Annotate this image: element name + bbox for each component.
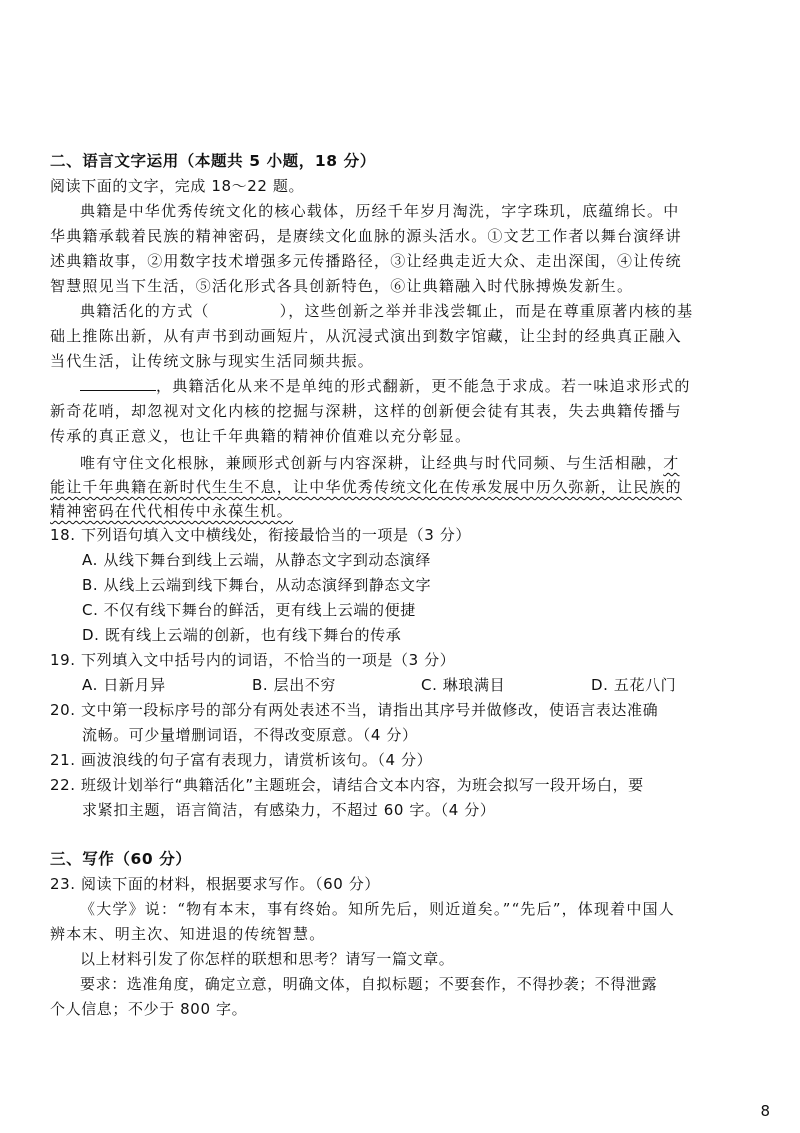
wavy-underlined-text: 精神密码在代代相传中永葆生机。 [50, 502, 294, 520]
passage-line: 智慧照见当下生活，⑤活化形式各具创新特色，⑥让典籍融入时代脉搏焕发新生。 [50, 277, 634, 295]
question-stem: 19. 下列填入文中括号内的词语，不恰当的一项是（3 分） [50, 651, 456, 669]
option-b: B. 层出不穷 [252, 676, 337, 694]
question-stem: 22. 班级计划举行“典籍活化”主题班会，请结合文本内容，为班会拟写一段开场白，要 [50, 776, 644, 794]
passage-line: 新奇花哨，却忽视对文化内核的挖掘与深耕，这样的创新便会徒有其表，失去典籍传播与 [50, 402, 682, 420]
passage-line [50, 500, 293, 522]
option-d: D. 五花八门 [591, 676, 677, 694]
question-stem: 18. 下列语句填入文中横线处，衔接最恰当的一项是（3 分） [50, 526, 471, 544]
passage-text: 典籍活化的方式（ [80, 302, 210, 320]
option-d: D. 既有线上云端的创新，也有线下舞台的传承 [82, 626, 402, 644]
wavy-underlined-text: 能让千年典籍在新时代生生不息，让中华优秀传统文化在传承发展中历久弥新，让民族的 [50, 478, 682, 496]
passage-line: 述典籍故事，②用数字技术增强多元传播路径，③让经典走近大众、走出深闺，④让传统 [50, 252, 682, 270]
option-a: A. 日新月异 [82, 676, 166, 694]
writing-requirements: 要求：选准角度，确定立意，明确文体，自拟标题；不要套作，不得抄袭；不得泄露 [80, 975, 658, 993]
option-b: B. 从线上云端到线下舞台，从动态演绎到静态文字 [82, 576, 432, 594]
question-stem: 21. 画波浪线的句子富有表现力，请赏析该句。（4 分） [50, 751, 433, 769]
material-line: 《大学》说：“物有本末，事有终始。知所先后，则近道矣。”“先后”，体现着中国人 [80, 900, 675, 918]
question-stem: 20. 文中第一段标序号的部分有两处表述不当，请指出其序号并做修改，使语言表达准确 [50, 701, 659, 719]
passage-line: 传承的真正意义，也让千年典籍的精神价值难以充分彰显。 [50, 427, 472, 445]
passage-line: 典籍是中华优秀传统文化的核心载体，历经千年岁月淘洗，字字珠玑，底蕴绵长。中 [80, 202, 680, 220]
question-stem: 23. 阅读下面的材料，根据要求写作。（60 分） [50, 875, 380, 893]
passage-text: ，典籍活化从来不是单纯的形式翻新，更不能急于求成。若一味追求形式的 [156, 377, 691, 395]
page-number: 8 [760, 1102, 770, 1120]
passage-text: ），这些创新之举并非浅尝辄止，而是在尊重原著内核的基 [279, 302, 694, 320]
passage-line [80, 300, 693, 322]
passage-line [80, 375, 691, 397]
writing-requirements-cont: 个人信息；不少于 800 字。 [50, 1000, 248, 1018]
option-c: C. 不仅有线下舞台的鲜活，更有线上云端的便捷 [82, 601, 416, 619]
writing-prompt: 以上材料引发了你怎样的联想和思考？请写一篇文章。 [80, 950, 455, 968]
instruction-text: 阅读下面的文字，完成 18～22 题。 [50, 177, 305, 195]
material-line: 辨本末、明主次、知进退的传统智慧。 [50, 925, 326, 943]
question-stem-cont: 流畅。可少量增删词语，不得改变原意。（4 分） [82, 726, 418, 744]
option-a: A. 从线下舞台到线上云端，从静态文字到动态演绎 [82, 551, 431, 569]
passage-text: 唯有守住文化根脉，兼顾形式创新与内容深耕，让经典与时代同频、与生活相融， [80, 454, 664, 472]
section-heading: 三、写作（60 分） [50, 850, 192, 868]
passage-line: 当代生活，让传统文脉与现实生活同频共振。 [50, 352, 375, 370]
wavy-underlined-text: 才 [663, 454, 680, 472]
question-stem-cont: 求紧扣主题，语言简洁，有感染力，不超过 60 字。（4 分） [82, 801, 496, 819]
passage-line [50, 476, 682, 498]
passage-line: 华典籍承载着民族的精神密码，是赓续文化血脉的源头活水。①文艺工作者以舞台演绎讲 [50, 227, 682, 245]
passage-line: 础上推陈出新，从有声书到动画短片，从沉浸式演出到数字馆藏，让尘封的经典真正融入 [50, 327, 682, 345]
answer-blank-line [80, 376, 156, 391]
passage-line [80, 452, 679, 474]
option-c: C. 琳琅满目 [421, 676, 506, 694]
section-heading: 二、语言文字运用（本题共 5 小题，18 分） [50, 152, 376, 170]
